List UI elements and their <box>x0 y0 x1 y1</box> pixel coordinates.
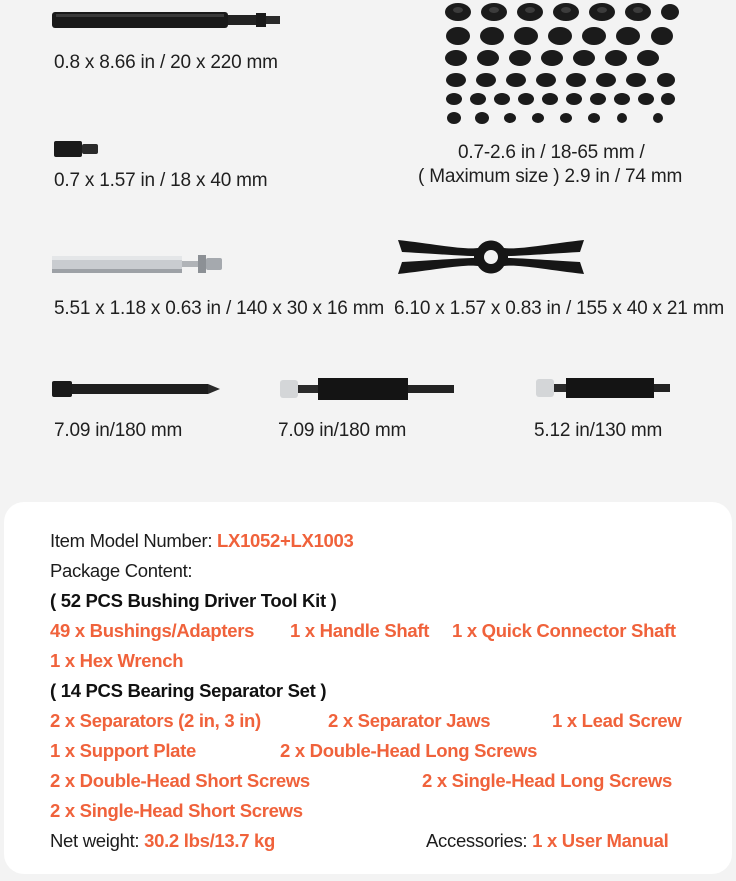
kit2-item: 1 x Support Plate <box>50 740 197 761</box>
kit1-title: ( 52 PCS Bushing Driver Tool Kit ) <box>50 590 337 611</box>
product-info-card <box>4 502 732 874</box>
support-plate-image <box>50 250 226 278</box>
bushings-dimensions: 0.7-2.6 in / 18-65 mm / <box>458 142 645 163</box>
model-number-value: LX1052+LX1003 <box>217 530 354 551</box>
handle-shaft-dimensions: 0.8 x 8.66 in / 20 x 220 mm <box>54 52 278 73</box>
net-weight-value: 30.2 lbs/13.7 kg <box>144 830 276 851</box>
single-head-screw-dimensions: 5.12 in/130 mm <box>534 420 663 441</box>
double-head-screw-dimensions: 7.09 in/180 mm <box>278 420 407 441</box>
kit2-item: 1 x Lead Screw <box>552 710 682 731</box>
net-weight-row <box>50 830 275 852</box>
kit2-item: 2 x Double-Head Long Screws <box>280 740 538 761</box>
lead-screw-image <box>50 378 222 400</box>
kit1-item: 1 x Handle Shaft <box>290 620 430 641</box>
quick-connector-image <box>52 138 102 160</box>
kit1-item: 1 x Quick Connector Shaft <box>452 620 676 641</box>
kit2-title: ( 14 PCS Bearing Separator Set ) <box>50 680 327 701</box>
bushings-max-size: ( Maximum size ) 2.9 in / 74 mm <box>418 166 683 187</box>
accessories-value: 1 x User Manual <box>532 830 669 851</box>
kit2-item: 2 x Single-Head Short Screws <box>50 800 303 821</box>
separator-jaw-dimensions: 6.10 x 1.57 x 0.83 in / 155 x 40 x 21 mm <box>394 298 724 319</box>
handle-shaft-image <box>50 6 282 34</box>
accessories-label: Accessories: <box>426 830 528 851</box>
quick-connector-dimensions: 0.7 x 1.57 in / 18 x 40 mm <box>54 170 268 191</box>
kit2-item: 2 x Separators (2 in, 3 in) <box>50 710 261 731</box>
package-content-label: Package Content: <box>50 560 193 581</box>
accessories-row <box>426 830 669 852</box>
single-head-screw-image <box>534 374 672 402</box>
lead-screw-dimensions: 7.09 in/180 mm <box>54 420 183 441</box>
separator-jaw-image <box>394 234 588 280</box>
double-head-screw-image <box>278 374 456 404</box>
kit2-item: 2 x Separator Jaws <box>328 710 491 731</box>
kit2-item: 2 x Single-Head Long Screws <box>422 770 672 791</box>
bushings-image <box>440 0 680 128</box>
kit1-item: 1 x Hex Wrench <box>50 650 184 671</box>
model-number-label: Item Model Number: <box>50 530 213 551</box>
model-number-row <box>50 530 354 552</box>
net-weight-label: Net weight: <box>50 830 140 851</box>
kit2-item: 2 x Double-Head Short Screws <box>50 770 310 791</box>
support-plate-dimensions: 5.51 x 1.18 x 0.63 in / 140 x 30 x 16 mm <box>54 298 384 319</box>
kit1-item: 49 x Bushings/Adapters <box>50 620 255 641</box>
